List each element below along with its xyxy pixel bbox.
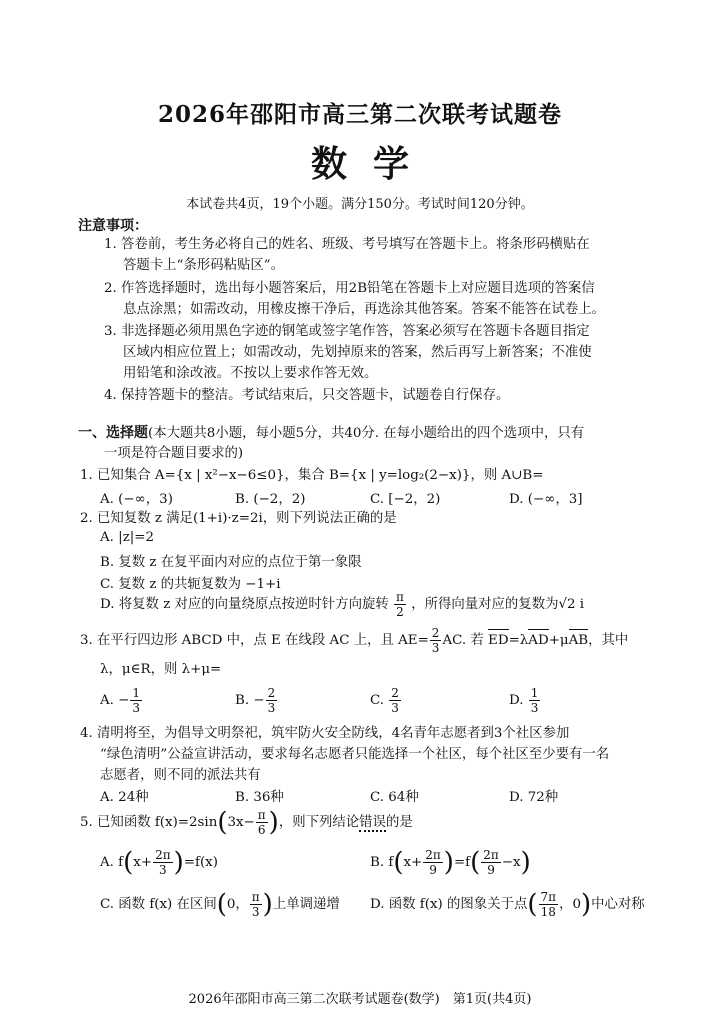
option-prefix: B. − bbox=[235, 693, 265, 708]
option-inner: x+ bbox=[403, 855, 423, 870]
option-prefix: B. f bbox=[370, 855, 394, 870]
q4-line1: 4. 清明将至，为倡导文明祭祀，筑牢防火安全防线，4名青年志愿者到3个社区参加 bbox=[80, 726, 570, 741]
exam-title: 2026年邵阳市高三第二次联考试题卷 bbox=[157, 101, 562, 128]
fraction bbox=[266, 686, 278, 715]
section-heading bbox=[78, 423, 584, 444]
notice-item: 3. 非选择题必须用黑色字迹的钢笔或签字笔作答，答案必须写在答题卡各题目指定 bbox=[104, 324, 590, 339]
option-post: =f(x) bbox=[183, 855, 218, 870]
notice-item: 用铅笔和涂改液。不按以上要求作答无效。 bbox=[123, 366, 378, 381]
subject-title: 数学 bbox=[310, 143, 435, 185]
q4-option-d: D. 72种 bbox=[509, 790, 559, 805]
q1-option-d: D. (−∞，3] bbox=[509, 492, 583, 507]
q1-option-a: A. (−∞，3) bbox=[100, 492, 173, 507]
frac-den: 18 bbox=[540, 905, 556, 919]
option-post: 上单调递增 bbox=[272, 897, 340, 912]
section-desc-line2: 一项是符合题目要求的) bbox=[104, 446, 244, 461]
q3-option-c bbox=[370, 686, 402, 715]
exam-info: 本试卷共4页，19个小题。满分150分。考试时间120分钟。 bbox=[186, 197, 534, 212]
fraction bbox=[250, 890, 262, 919]
q2-option-c: C. 复数 z 的共轭复数为 −1+i bbox=[100, 577, 281, 592]
option-inner: ，0 bbox=[559, 897, 581, 912]
fraction bbox=[153, 848, 173, 877]
q3-plus: +μ bbox=[548, 633, 569, 648]
q2-d-post: ，所得向量对应的复数为√2 i bbox=[411, 597, 585, 612]
q5-pre: 5. 已知函数 f(x)=2sin bbox=[80, 815, 218, 830]
notice-heading: 注意事项： bbox=[78, 218, 148, 234]
q5-in: 3x− bbox=[227, 815, 255, 830]
q4-option-b: B. 36种 bbox=[235, 790, 284, 805]
frac-den: 2 bbox=[396, 605, 404, 619]
frac-num: 2 bbox=[431, 626, 440, 640]
frac-den: 3 bbox=[391, 701, 399, 715]
option-prefix: D. bbox=[509, 693, 524, 708]
fraction bbox=[481, 848, 501, 877]
frac-den: 3 bbox=[132, 701, 141, 715]
option-prefix: D. 函数 f(x) 的图象关于点 bbox=[370, 897, 528, 912]
q3-mid: AC. 若 bbox=[442, 633, 489, 648]
vector-ab: AB bbox=[569, 631, 589, 651]
q2-stem: 2. 已知复数 z 满足(1+i)·z=2i，则下列说法正确的是 bbox=[80, 511, 397, 526]
frac-den: 9 bbox=[487, 863, 495, 877]
q4-option-a: A. 24种 bbox=[100, 790, 149, 805]
option-post: −x bbox=[501, 855, 521, 870]
frac-den: 6 bbox=[257, 823, 266, 837]
frac-den: 3 bbox=[251, 905, 260, 919]
frac-num: π bbox=[396, 590, 404, 604]
frac-num: 2π bbox=[425, 848, 441, 862]
q3-post: ，其中 bbox=[588, 633, 629, 648]
q5-post-pre: ，则下列结论 bbox=[278, 815, 360, 830]
fraction bbox=[394, 590, 406, 619]
q1-stem: 1. 已知集合 A={x | x²−x−6≤0}，集合 B={x | y=log₂(2−x)}，则 A∪B= bbox=[80, 468, 544, 483]
q4-option-c: C. 64种 bbox=[370, 790, 419, 805]
q4-line2: “绿色清明”公益宣讲活动，要求每名志愿者只能选择一个社区，每个社区至少要有一名 bbox=[100, 747, 610, 762]
fraction bbox=[389, 686, 401, 715]
q2-option-b: B. 复数 z 在复平面内对应的点位于第一象限 bbox=[100, 555, 362, 570]
option-mid: =f bbox=[453, 855, 471, 870]
option-inner: x+ bbox=[133, 855, 153, 870]
vector-ed: ED bbox=[488, 631, 509, 651]
frac-den: 9 bbox=[429, 863, 437, 877]
section-label: 一、选择题 bbox=[78, 425, 148, 441]
option-prefix: C. bbox=[370, 693, 385, 708]
frac-den: 3 bbox=[267, 701, 276, 715]
q4-line3: 志愿者，则不同的派法共有 bbox=[100, 768, 261, 783]
frac-den: 3 bbox=[530, 701, 539, 715]
frac-num: π bbox=[257, 808, 266, 822]
frac-num: 2 bbox=[391, 686, 399, 700]
fraction bbox=[529, 686, 541, 715]
frac-num: 1 bbox=[132, 686, 141, 700]
q1-option-c: C. [−2，2) bbox=[370, 492, 441, 507]
q2-d-pre: D. 将复数 z 对应的向量绕原点按逆时针方向旋转 bbox=[100, 597, 389, 612]
option-prefix: A. − bbox=[100, 693, 130, 708]
frac-num: π bbox=[251, 890, 260, 904]
q5-option-c: C. 函数 f(x) 在区间(0， $\frac{\pi}{3}$ )上单调递增 bbox=[100, 889, 340, 920]
q5-option-a: A. f(x+ $\frac{2\pi}{3}$ )=f(x) bbox=[100, 847, 218, 878]
option-post: 中心对称 bbox=[591, 897, 645, 912]
q5-option-d: D. 函数 f(x) 的图象关于点( $\frac{7\pi}{18}$ ，0)中心对称 bbox=[370, 889, 645, 920]
q3-option-b bbox=[235, 686, 278, 715]
q5-stem: 5. 已知函数 f(x)=2sin(3x− $\frac{\pi}{6}$ )，则下列结论错误的是 bbox=[80, 807, 413, 838]
option-inner: 0， bbox=[226, 897, 249, 912]
frac-den: 3 bbox=[159, 863, 167, 877]
fraction bbox=[430, 626, 442, 655]
vector-ad: AD bbox=[528, 631, 548, 651]
option-prefix: C. 函数 f(x) 在区间 bbox=[100, 897, 217, 912]
frac-num: 1 bbox=[530, 686, 539, 700]
frac-den: 3 bbox=[431, 641, 440, 655]
q3-stem bbox=[80, 626, 628, 655]
q3-option-d bbox=[509, 686, 541, 715]
q1-option-b: B. (−2，2) bbox=[235, 492, 306, 507]
frac-num: 2 bbox=[267, 686, 276, 700]
emphasis-text: 错误 bbox=[359, 815, 386, 830]
q3-option-a bbox=[100, 686, 143, 715]
q3-pre: 3. 在平行四边形 ABCD 中，点 E 在线段 AC 上，且 AE= bbox=[80, 633, 429, 648]
q2-option-d bbox=[100, 590, 584, 619]
fraction bbox=[423, 848, 443, 877]
frac-num: 2π bbox=[155, 848, 171, 862]
notice-item: 息点涂黑；如需改动，用橡皮擦干净后，再选涂其他答案。答案不能答在试卷上。 bbox=[123, 302, 606, 317]
notice-item: 1. 答卷前，考生务必将自己的姓名、班级、考号填写在答题卡上。将条形码横贴在 bbox=[104, 237, 590, 252]
page-footer: 2026年邵阳市高三第二次联考试题卷(数学) 第1页(共4页) bbox=[188, 992, 532, 1007]
frac-num: 2π bbox=[483, 848, 499, 862]
fraction bbox=[539, 890, 559, 919]
option-prefix: A. f bbox=[100, 855, 124, 870]
frac-num: 7π bbox=[540, 890, 557, 904]
q3-line2: λ，μ∈R，则 λ+μ= bbox=[100, 662, 222, 677]
q5-post: 的是 bbox=[385, 815, 413, 830]
q5-option-b: B. f(x+ $\frac{2\pi}{9}$ )=f( $\frac{2\pi}{9}$ −x) bbox=[370, 847, 531, 878]
fraction bbox=[256, 808, 268, 837]
fraction bbox=[130, 686, 142, 715]
notice-item: 4. 保持答题卡的整洁。考试结束后，只交答题卡，试题卷自行保存。 bbox=[104, 388, 510, 403]
q3-eq: =λ bbox=[508, 633, 529, 648]
q2-option-a: A. |z|=2 bbox=[100, 530, 155, 545]
notice-item: 2. 作答选择题时，选出每小题答案后，用2B铅笔在答题卡上对应题目选项的答案信 bbox=[104, 281, 595, 296]
notice-item: 区域内相应位置上；如需改动，先划掉原来的答案，然后再写上新答案；不准使 bbox=[123, 345, 592, 360]
notice-item: 答题卡上“条形码粘贴区”。 bbox=[123, 258, 284, 273]
section-desc: (本大题共8小题，每小题5分，共40分. 在每小题给出的四个选项中，只有 bbox=[148, 426, 585, 441]
